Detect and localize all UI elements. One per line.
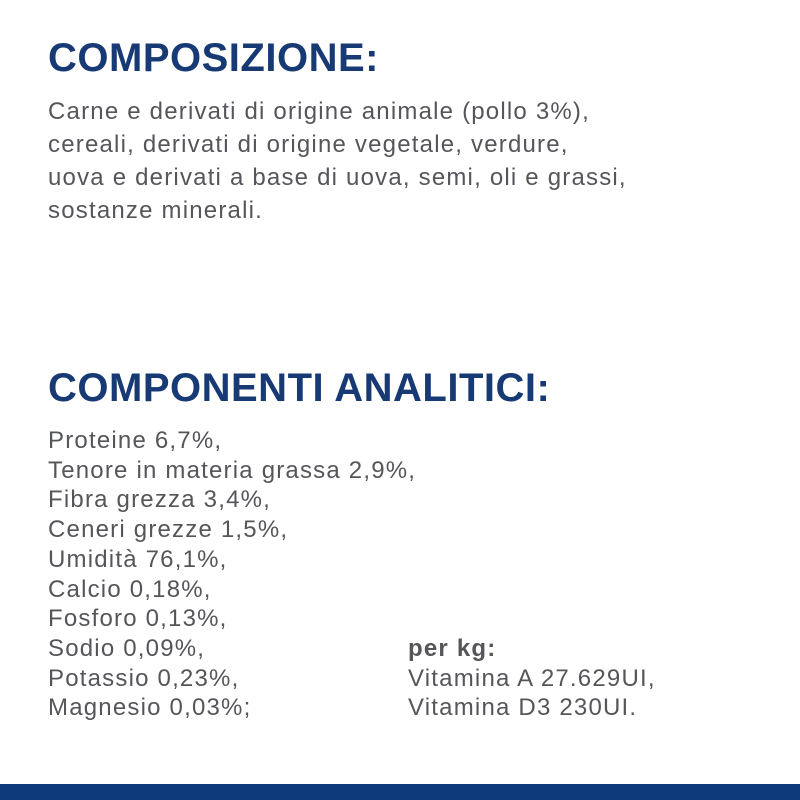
- bottom-accent-bar: [0, 784, 800, 800]
- composition-line: sostanze minerali.: [48, 197, 264, 224]
- analytical-components-list: [48, 426, 416, 723]
- composition-line: uova e derivati a base di uova, semi, oli e grassi,: [48, 164, 627, 191]
- analytical-item: Fibra grezza 3,4%,: [48, 486, 272, 514]
- composition-heading: COMPOSIZIONE:: [48, 36, 379, 80]
- analytical-item: Ceneri grezze 1,5%,: [48, 516, 289, 544]
- analytical-item: Magnesio 0,03%;: [48, 694, 252, 722]
- analytical-item: Proteine 6,7%,: [48, 427, 223, 454]
- analytical-components-heading: COMPONENTI ANALITICI:: [48, 366, 551, 410]
- analytical-item: Umidità 76,1%,: [48, 545, 228, 573]
- composition-paragraph: [48, 95, 758, 227]
- analytical-item: Fosforo 0,13%,: [48, 605, 228, 633]
- analytical-item: Sodio 0,09%,: [48, 634, 206, 662]
- per-kg-block: [408, 634, 656, 723]
- per-kg-item: Vitamina D3 230UI.: [408, 694, 638, 722]
- per-kg-label: per kg:: [408, 635, 497, 662]
- composition-line: cereali, derivati di origine vegetale, verdure,: [48, 131, 569, 158]
- analytical-item: Calcio 0,18%,: [48, 575, 212, 603]
- composition-line: Carne e derivati di origine animale (pollo 3%),: [48, 98, 590, 125]
- analytical-item: Potassio 0,23%,: [48, 664, 240, 692]
- per-kg-item: Vitamina A 27.629UI,: [408, 664, 656, 692]
- analytical-item: Tenore in materia grassa 2,9%,: [48, 456, 417, 484]
